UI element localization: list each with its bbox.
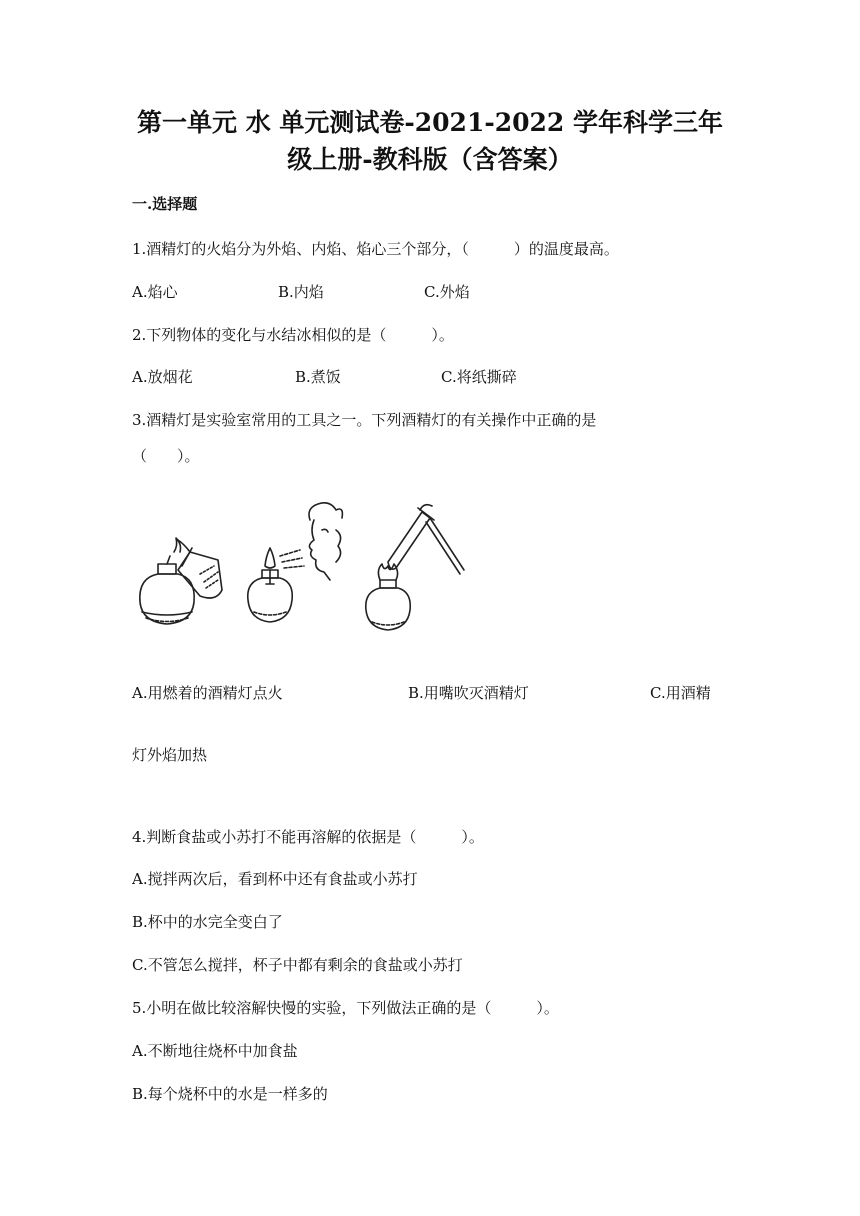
question-4-option-a: A.搅拌两次后，看到杯中还有食盐或小苏打 <box>132 870 418 888</box>
question-4-option-b: B.杯中的水完全变白了 <box>132 913 283 931</box>
question-1-option-c: C.外焰 <box>424 283 470 301</box>
lamp-heating-icon <box>366 505 464 630</box>
question-1-stem: 1.酒精灯的火焰分为外焰、内焰、焰心三个部分，（ ）的温度最高。 <box>132 240 619 258</box>
question-5-option-b: B.每个烧杯中的水是一样多的 <box>132 1085 328 1103</box>
question-3-option-b: B.用嘴吹灭酒精灯 <box>408 684 529 702</box>
title-line-2: 级上册-教科版（含答案） <box>287 145 573 174</box>
question-4-stem: 4.判断食盐或小苏打不能再溶解的依据是（ ）。 <box>132 828 484 846</box>
page-title <box>100 104 760 178</box>
question-3-option-c: C.用酒精 <box>650 684 711 702</box>
question-1-option-a: A.焰心 <box>132 283 178 301</box>
question-2-option-a: A.放烟花 <box>132 368 193 386</box>
question-5-option-a: A.不断地往烧杯中加食盐 <box>132 1042 298 1060</box>
title-line-1: 第一单元 水 单元测试卷-2021-2022 学年科学三年 <box>136 108 724 137</box>
question-3-stem-line-2: （ ）。 <box>132 447 200 465</box>
question-1-option-b: B.内焰 <box>278 283 324 301</box>
section-heading: 一.选择题 <box>132 195 198 213</box>
question-2-stem: 2.下列物体的变化与水结冰相似的是（ ）。 <box>132 326 454 344</box>
question-3-stem-line-1: 3.酒精灯是实验室常用的工具之一。下列酒精灯的有关操作中正确的是 <box>132 411 597 429</box>
question-3-option-a: A.用燃着的酒精灯点火 <box>132 684 283 702</box>
question-5-stem: 5.小明在做比较溶解快慢的实验，下列做法正确的是（ ）。 <box>132 999 559 1017</box>
question-4-option-c: C.不管怎么搅拌，杯子中都有剩余的食盐或小苏打 <box>132 956 463 974</box>
alcohol-lamp-illustration <box>130 500 475 640</box>
lamp-lighting-icon <box>140 538 222 624</box>
question-2-option-c: C.将纸撕碎 <box>441 368 517 386</box>
lamp-blowing-icon <box>248 503 343 622</box>
question-2-option-b: B.煮饭 <box>295 368 341 386</box>
question-3-option-c-continued: 灯外焰加热 <box>132 746 208 764</box>
